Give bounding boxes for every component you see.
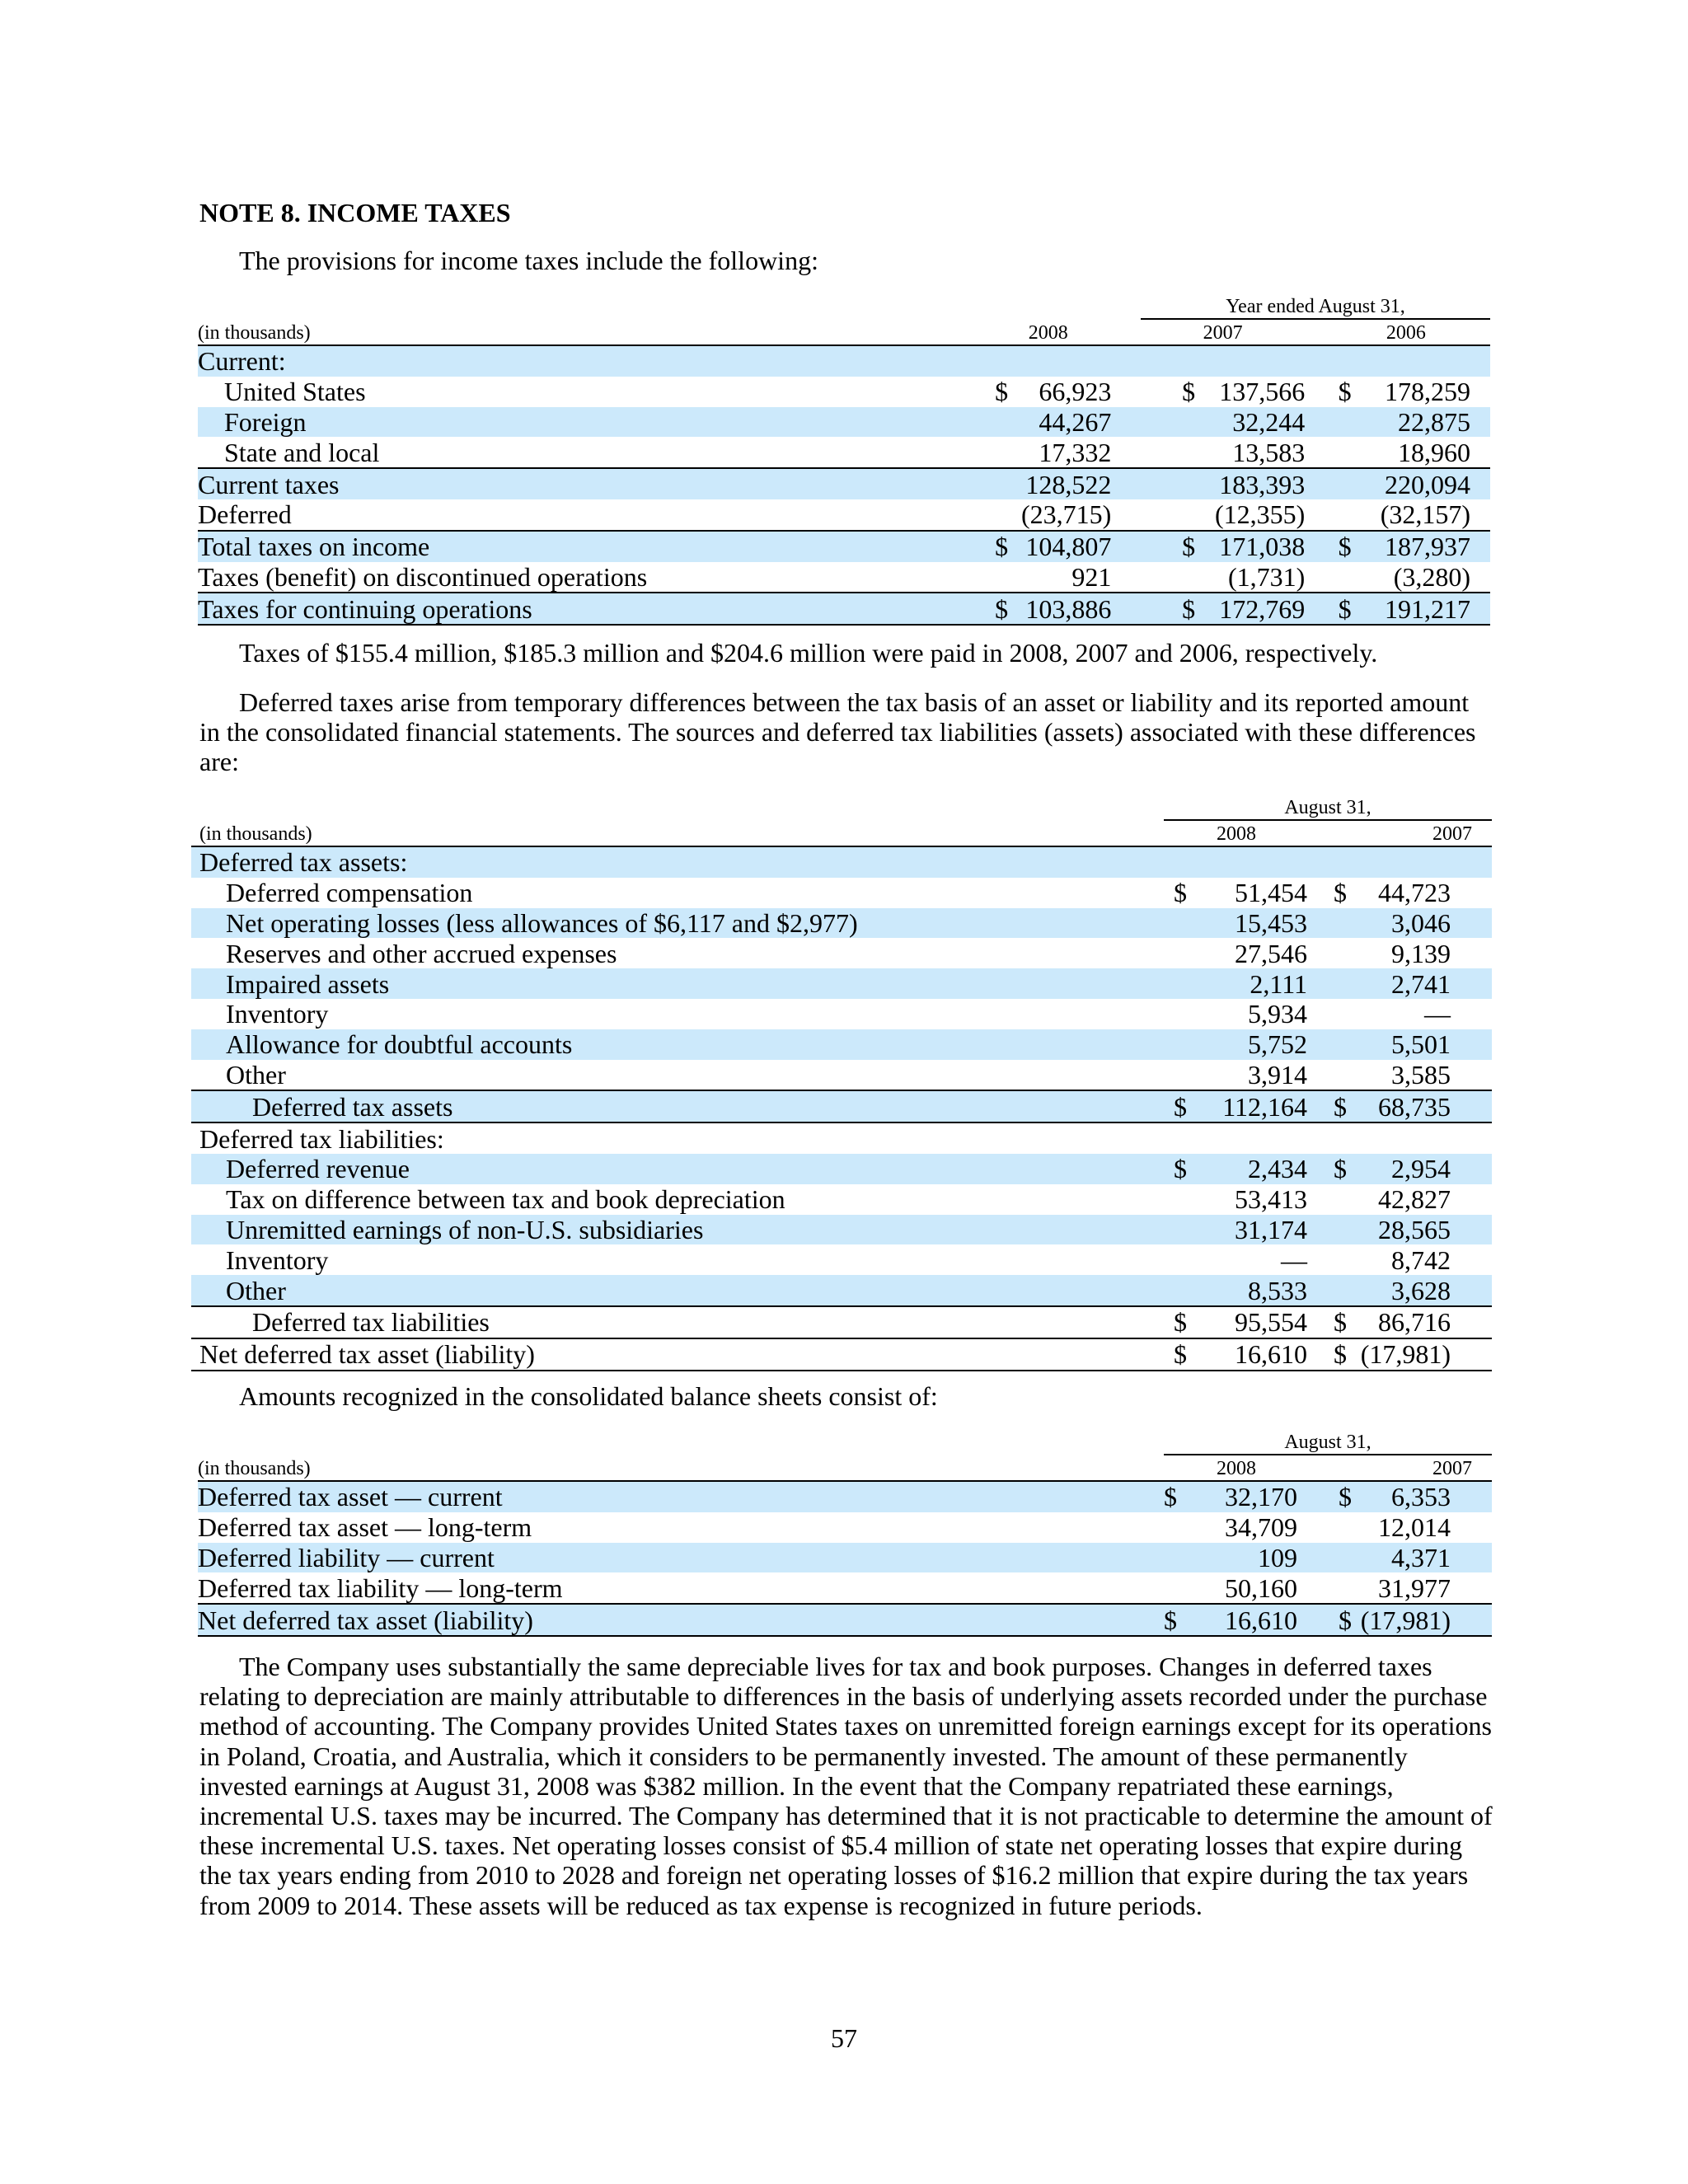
cell-value: 34,709: [1225, 1512, 1297, 1543]
intro-provisions: The provisions for income taxes include the following:: [239, 246, 818, 275]
cell-value: 5,501: [1391, 1029, 1451, 1060]
row-label: Deferred liability — current: [198, 1543, 1164, 1573]
paragraph-deferred-intro: Deferred taxes arise from temporary differences between the tax basis of an asset or liability and its reported amount in the consolidated financial statements. The sources and deferred tax liabilities (assets) associated with these differences are:: [199, 687, 1476, 777]
row-label: Tax on difference between tax and book depreciation: [226, 1184, 785, 1215]
row-label: Net deferred tax asset (liability): [198, 1604, 1164, 1636]
row-label: Taxes for continuing operations: [198, 593, 985, 625]
table-row: [191, 1338, 1492, 1371]
provisions-table-body: [198, 345, 1490, 625]
row-label: Taxes (benefit) on discontinued operations: [198, 561, 648, 592]
row-label: Deferred tax asset — long-term: [198, 1512, 532, 1543]
cell-value: 50,160: [1225, 1572, 1297, 1603]
table-row: [198, 562, 1490, 593]
cell-value: 13,583: [1232, 437, 1306, 467]
table-row: [191, 938, 1492, 968]
page-number: 57: [831, 2023, 857, 2053]
currency-symbol: $: [1174, 878, 1187, 908]
cell-value: 5,934: [1248, 999, 1307, 1029]
cell-value: 103,886: [1025, 593, 1112, 624]
cell-value: 220,094: [1385, 469, 1470, 499]
cell-value: 44,267: [1039, 406, 1112, 437]
currency-symbol: $: [1174, 1091, 1187, 1122]
row-label: Current taxes: [198, 468, 985, 499]
row-label: Net deferred tax asset (liability): [191, 1338, 1164, 1371]
cell-value: 172,769: [1219, 593, 1306, 624]
cell-value: 128,522: [1025, 469, 1112, 499]
row-label: United States: [224, 377, 366, 407]
balance-sheet-table: [198, 1429, 1492, 1637]
table-row: [198, 1604, 1492, 1636]
cell-value: 5,752: [1248, 1029, 1307, 1060]
currency-symbol: $: [995, 532, 1009, 562]
cell-value: 18,960: [1398, 437, 1470, 467]
paragraph-taxes-paid: Taxes of $155.4 million, $185.3 million and $204.6 million were paid in 2008, 2007 and 2006, respectively.: [239, 638, 1378, 668]
table-row: [191, 1029, 1492, 1060]
currency-symbol: $: [1174, 1154, 1187, 1184]
table-row: [191, 1090, 1492, 1122]
cell-value: 32,170: [1225, 1482, 1297, 1512]
cell-value: 53,413: [1235, 1184, 1307, 1215]
cell-value: 137,566: [1219, 377, 1306, 407]
table-row: [191, 968, 1492, 999]
currency-symbol: $: [1339, 1482, 1352, 1512]
cell-value: 22,875: [1398, 406, 1470, 437]
cell-value: 17,332: [1039, 437, 1112, 467]
cell-value: 16,610: [1225, 1605, 1297, 1635]
row-label: Allowance for doubtful accounts: [191, 1029, 1164, 1060]
row-label: Reserves and other accrued expenses: [226, 938, 617, 968]
row-label: Deferred tax liabilities:: [199, 1123, 444, 1154]
cell-value: 86,716: [1378, 1307, 1451, 1338]
row-label: Inventory: [226, 999, 329, 1029]
currency-symbol: $: [1338, 532, 1352, 562]
cell-value: 28,565: [1378, 1214, 1451, 1244]
table-row: [191, 1275, 1492, 1306]
cell-value: 16,610: [1235, 1339, 1307, 1370]
column-header: 2008: [1164, 820, 1309, 846]
row-label: Current:: [198, 345, 985, 377]
cell-value: (12,355): [1214, 499, 1306, 530]
cell-value: 187,937: [1385, 532, 1470, 562]
currency-symbol: $: [1182, 377, 1196, 407]
cell-value: 191,217: [1385, 593, 1470, 624]
table-row: [191, 999, 1492, 1029]
row-label: Total taxes on income: [198, 531, 985, 562]
currency-symbol: $: [1164, 1482, 1177, 1512]
cell-value: 104,807: [1025, 532, 1112, 562]
table-row: [198, 499, 1490, 531]
row-label: Other: [226, 1059, 286, 1090]
cell-value: 31,174: [1235, 1214, 1307, 1244]
row-label: Deferred: [198, 499, 292, 530]
row-label: Deferred tax assets:: [191, 846, 1164, 878]
currency-symbol: $: [995, 377, 1009, 407]
cell-value: —: [1281, 1244, 1307, 1275]
cell-value: 3,914: [1248, 1059, 1307, 1090]
table-row: [198, 1512, 1492, 1543]
currency-symbol: $: [995, 593, 1009, 624]
cell-value: (1,731): [1227, 561, 1306, 592]
table-row: [191, 846, 1492, 878]
column-header: 2007: [1141, 319, 1305, 345]
row-label: Net operating losses (less allowances of $6,117 and $2,977): [191, 908, 1164, 939]
cell-value: 32,244: [1232, 406, 1306, 437]
cell-value: 8,533: [1248, 1275, 1307, 1305]
cell-value: 44,723: [1378, 878, 1451, 908]
cell-value: 171,038: [1219, 532, 1306, 562]
cell-value: 9,139: [1391, 938, 1451, 968]
table-row: [198, 407, 1490, 438]
table-row: [198, 345, 1490, 377]
row-label: Inventory: [226, 1244, 329, 1275]
cell-value: (23,715): [1021, 499, 1112, 530]
currency-symbol: $: [1334, 878, 1347, 908]
row-label: Unremitted earnings of non-U.S. subsidiaries: [191, 1215, 1164, 1245]
row-label: Deferred compensation: [226, 878, 473, 908]
cell-value: 178,259: [1385, 377, 1470, 407]
currency-symbol: $: [1338, 377, 1352, 407]
currency-symbol: $: [1174, 1339, 1187, 1370]
table-row: [198, 1543, 1492, 1573]
row-label: Deferred tax asset — current: [198, 1481, 1164, 1512]
row-label: Deferred tax liabilities: [191, 1306, 1164, 1338]
year-header: Year ended August 31,: [1141, 293, 1490, 319]
currency-symbol: $: [1339, 1605, 1352, 1635]
row-label: State and local: [224, 437, 380, 467]
currency-symbol: $: [1334, 1307, 1347, 1338]
note-title: NOTE 8. INCOME TAXES: [199, 198, 511, 227]
table-row: [191, 1184, 1492, 1215]
currency-symbol: $: [1334, 1091, 1347, 1122]
table-row: [191, 1244, 1492, 1275]
table-row: [198, 377, 1490, 407]
paragraph-depreciation: The Company uses substantially the same depreciable lives for tax and book purposes. Changes in deferred taxes relating to depreciation are mainly attributable to differences in the basis of underlying assets recorded under the purchase method of accounting. The Company provides United States taxes on unremitted foreign earnings except for its operations in Poland, Croatia, and Australia, which it considers to be permanently invested. The amount of these permanently invested earnings at August 31, 2008 was $382 million. In the event that the Company repatriated these earnings, incremental U.S. taxes may be incurred. The Company has determined that it is not practicable to determine the amount of these incremental U.S. taxes. Net operating losses consist of $5.4 million of state net operating losses that expire during the tax years ending from 2010 to 2028 and foreign net operating losses of $16.2 million that expire during the tax years from 2009 to 2014. These assets will be reduced as tax expense is recognized in future periods.: [199, 1652, 1493, 1920]
cell-value: 95,554: [1235, 1307, 1307, 1338]
cell-value: 112,164: [1222, 1091, 1307, 1122]
deferred-tax-table: [191, 794, 1492, 1371]
row-label: Deferred revenue: [191, 1154, 1164, 1184]
table-row: [198, 437, 1490, 468]
row-label: Foreign: [198, 407, 985, 438]
cell-value: 2,111: [1250, 968, 1307, 999]
unit-label: (in thousands): [198, 1455, 1164, 1481]
cell-value: —: [1424, 999, 1451, 1029]
currency-symbol: $: [1182, 593, 1196, 624]
intro-balance-sheet: Amounts recognized in the consolidated balance sheets consist of:: [239, 1381, 938, 1411]
table-row: [191, 1122, 1492, 1154]
row-label: Deferred tax assets: [191, 1090, 1164, 1122]
table-row: [191, 1060, 1492, 1091]
table-row: [198, 1481, 1492, 1512]
cell-value: 921: [1071, 561, 1112, 592]
column-header: 2007: [1309, 820, 1492, 846]
currency-symbol: $: [1174, 1307, 1187, 1338]
cell-value: 2,954: [1391, 1154, 1451, 1184]
column-header: 2006: [1322, 319, 1490, 345]
currency-symbol: $: [1164, 1605, 1177, 1635]
cell-value: 66,923: [1039, 377, 1112, 407]
unit-label: (in thousands): [191, 820, 1164, 846]
cell-value: 3,585: [1391, 1059, 1451, 1090]
currency-symbol: $: [1334, 1339, 1347, 1370]
row-label: Impaired assets: [191, 968, 1164, 999]
cell-value: 42,827: [1378, 1184, 1451, 1215]
table-row: [191, 878, 1492, 908]
column-header: 2007: [1309, 1455, 1492, 1481]
cell-value: (3,280): [1393, 561, 1470, 592]
cell-value: (17,981): [1360, 1605, 1451, 1635]
cell-value: (17,981): [1360, 1339, 1451, 1370]
cell-value: 183,393: [1219, 469, 1306, 499]
table-row: [191, 908, 1492, 939]
cell-value: 109: [1258, 1542, 1297, 1572]
currency-symbol: $: [1182, 532, 1196, 562]
currency-symbol: $: [1338, 593, 1352, 624]
table-row: [198, 593, 1490, 625]
cell-value: 2,434: [1248, 1154, 1307, 1184]
currency-symbol: $: [1334, 1154, 1347, 1184]
table-row: [191, 1215, 1492, 1245]
deferred-tax-table-body: [191, 846, 1492, 1371]
table-row: [198, 1572, 1492, 1604]
cell-value: 51,454: [1235, 878, 1307, 908]
balance-sheet-table-body: [198, 1481, 1492, 1636]
column-header: 2008: [1164, 1455, 1309, 1481]
unit-label: (in thousands): [198, 319, 985, 345]
cell-value: 2,741: [1391, 968, 1451, 999]
cell-value: 3,628: [1391, 1275, 1451, 1305]
provisions-table: [198, 293, 1490, 626]
cell-value: (32,157): [1380, 499, 1470, 530]
year-header: August 31,: [1164, 1429, 1492, 1455]
table-row: [198, 468, 1490, 499]
cell-value: 68,735: [1378, 1091, 1451, 1122]
table-row: [198, 531, 1490, 562]
cell-value: 4,371: [1391, 1542, 1451, 1572]
cell-value: 15,453: [1235, 907, 1307, 938]
row-label: Deferred tax liability — long-term: [198, 1572, 563, 1603]
cell-value: 8,742: [1391, 1244, 1451, 1275]
table-row: [191, 1306, 1492, 1338]
cell-value: 27,546: [1235, 938, 1307, 968]
year-header: August 31,: [1164, 794, 1492, 820]
cell-value: 3,046: [1391, 907, 1451, 938]
column-header: 2008: [985, 319, 1111, 345]
cell-value: 31,977: [1378, 1572, 1451, 1603]
row-label: Other: [191, 1275, 1164, 1306]
table-row: [191, 1154, 1492, 1184]
cell-value: 6,353: [1391, 1482, 1451, 1512]
cell-value: 12,014: [1378, 1512, 1451, 1543]
